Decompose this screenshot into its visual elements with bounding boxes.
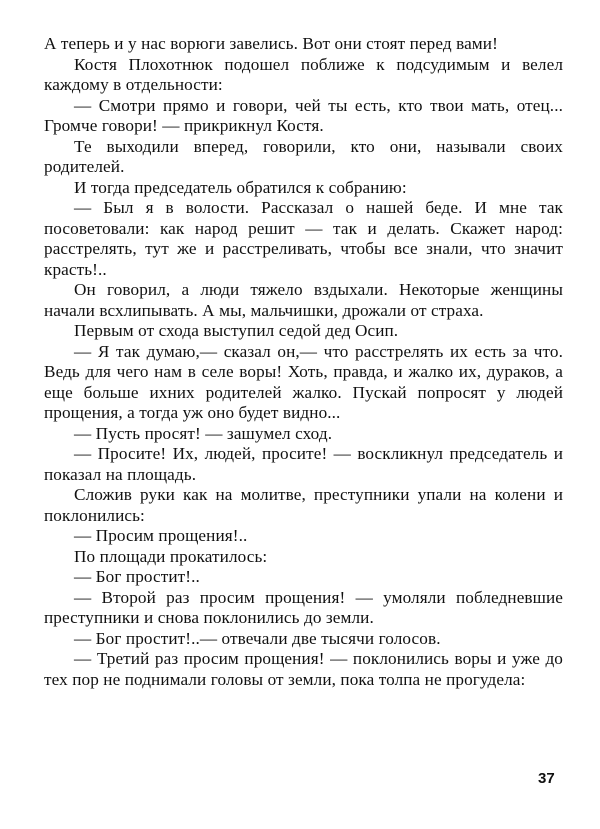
paragraph: — Бог простит!..: [74, 567, 200, 586]
paragraph: По площади прокатилось:: [74, 546, 268, 566]
paragraph: Сложив руки как на молитве, преступники упали на колени и поклонились:: [44, 485, 563, 525]
paragraph: А теперь и у нас ворюги завелись. Вот они стоят перед вами!: [44, 34, 498, 53]
paragraph: И тогда председатель обратился к собранию:: [74, 177, 407, 197]
paragraph: — Просим прощения!..: [74, 526, 248, 545]
page-number: 37: [538, 770, 555, 787]
paragraph: Те выходили вперед, говорили, кто они, называли своих родителей.: [44, 136, 563, 176]
paragraph: — Просите! Их, людей, просите! — воскликнул председатель и показал на площадь.: [44, 444, 563, 484]
paragraph: Костя Плохотнюк подошел поближе к подсудимым и велел каждому в отдельности:: [44, 54, 563, 94]
paragraph: — Я так думаю,— сказал он,— что расстрелять их есть за что. Ведь для чего нам в селе воры! Хоть, правда, и жалко их, дураков, а еще больше ихних родителей жалко. Пускай попросят у людей прощения, а тогда уж оно будет видно...: [44, 341, 563, 422]
paragraph: — Второй раз просим прощения! — умоляли побледневшие преступники и снова поклонились до земли.: [44, 587, 563, 627]
paragraph: — Третий раз просим прощения! — поклонились воры и уже до тех пор не поднимали головы от земли, пока толпа не прогудела:: [44, 649, 563, 689]
paragraph: — Смотри прямо и говори, чей ты есть, кто твои мать, отец... Громче говори! — прикрикнул Костя.: [44, 95, 563, 135]
paragraph: Он говорил, а люди тяжело вздыхали. Некоторые женщины начали всхлипывать. А мы, мальчишки, дрожали от страха.: [44, 280, 563, 320]
paragraph: — Был я в волости. Рассказал о нашей беде. И мне так посоветовали: как народ решит — так и делать. Скажет народ: расстрелять, тут же и расстреливать, чтобы все знали, что значит красть!..: [44, 198, 563, 279]
paragraph: Первым от схода выступил седой дед Осип.: [74, 321, 399, 340]
paragraph: — Пусть просят! — зашумел сход.: [74, 423, 333, 443]
page-body: [44, 34, 563, 690]
paragraph: — Бог простит!..— отвечали две тысячи голосов.: [74, 628, 441, 648]
